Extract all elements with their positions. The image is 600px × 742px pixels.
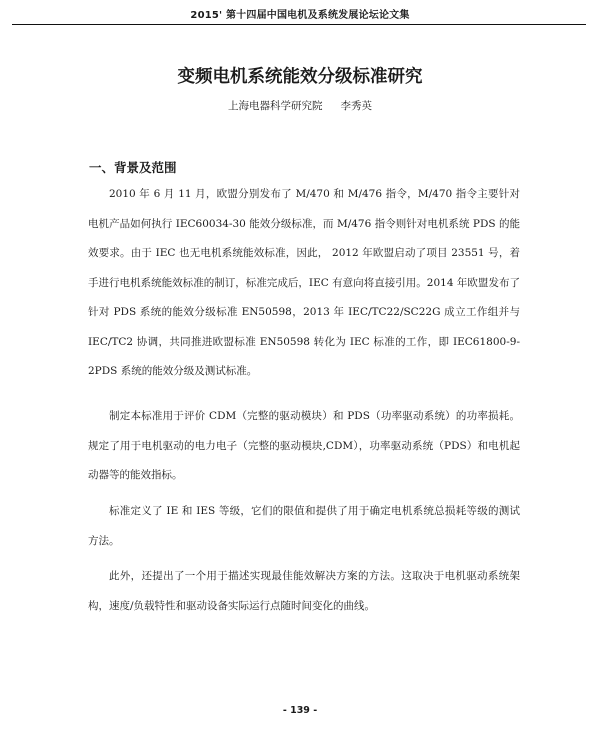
page-number: - 139 - xyxy=(282,705,318,716)
section-heading: 一、背景及范围 xyxy=(89,160,177,175)
author-name: 李秀英 xyxy=(340,100,372,112)
body-paragraph xyxy=(88,180,520,387)
paragraph-classes: 标准定义了 IE 和 IES 等级，它们的限值和提供了用于确定电机系统总损耗等级的测试方法。 xyxy=(88,505,520,547)
running-header: 2015' 第十四届中国电机及系统发展论坛论文集 xyxy=(190,10,410,21)
paper-title: 变频电机系统能效分级标准研究 xyxy=(177,67,423,87)
paragraph-background: 2010 年 6 月 11 月，欧盟分别发布了 M/470 和 M/476 指令，M/470 指令主要针对电机产品如何执行 IEC60034-30 能效分级标准，而 M/476 指令则针对电机系统 PDS 的能效要求。由于 IEC 也无电机系统能效标准，因此， 2012 年欧盟启动了项目 23551 号，着手进行电机系统能效标准的制订，标准完成后，IEC 有意向将直接引用。2014 年欧盟发布了针对 PDS 系统的能效分级标准 EN50598，2013 年 IEC/TC22/SC22G 成立工作组并与 IEC/TC2 协调，共同推进欧盟标准 EN50598 转化为 IEC 标准的工作，即 IEC61800-9-2PDS 系统的能效分级及测试标准。 xyxy=(88,188,520,377)
paragraph-scope: 制定本标准用于评价 CDM（完整的驱动模块）和 PDS（功率驱动系统）的功率损耗。规定了用于电机驱动的电力电子（完整的驱动模块,CDM），功率驱动系统（PDS）和电机起动器等的能效指标。 xyxy=(88,410,520,481)
body-paragraph xyxy=(88,562,520,621)
affiliation: 上海电器科学研究院 xyxy=(228,100,323,112)
body-paragraph xyxy=(88,402,520,491)
paragraph-method: 此外，还提出了一个用于描述实现最佳能效解决方案的方法。这取决于电机驱动系统架构，速度/负载特性和驱动设备实际运行点随时间变化的曲线。 xyxy=(88,570,520,612)
body-paragraph xyxy=(88,497,520,556)
header-divider xyxy=(12,24,586,25)
author-line xyxy=(0,98,600,113)
